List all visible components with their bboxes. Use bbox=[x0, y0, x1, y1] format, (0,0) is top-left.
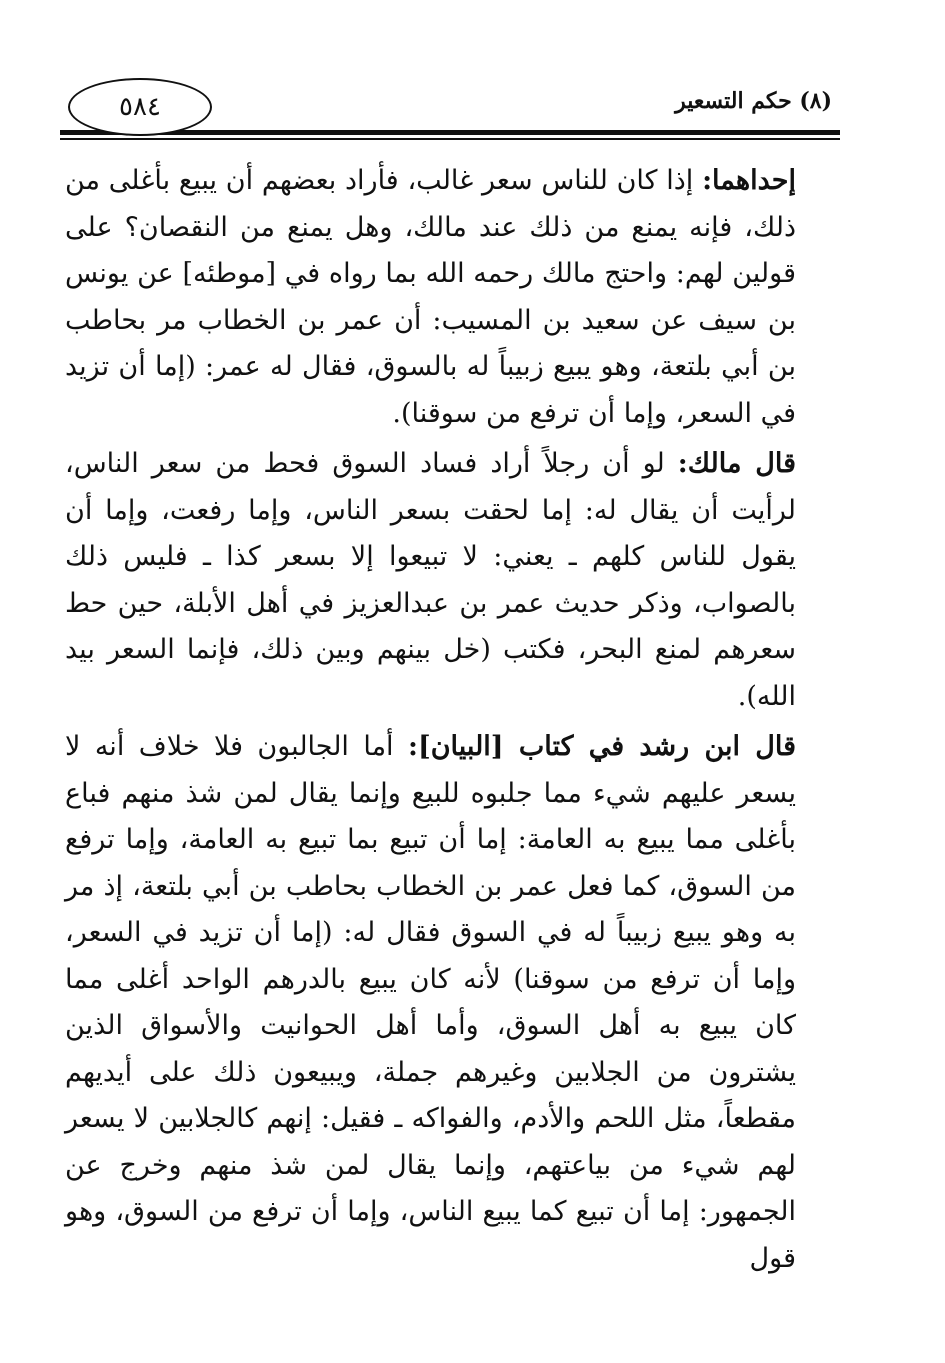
paragraph-text: إذا كان للناس سعر غالب، فأراد بعضهم أن يبيع بأغلى من ذلك، فإنه يمنع من ذلك عند مالك، وهل يمنع من النقصان؟ على قولين لهم: واحتج مالك رحمه الله بما رواه في [موطئه] عن يونس بن سيف عن سعيد بن المسيب: أن عمر بن الخطاب مر بحاطب بن أبي بلتعة، وهو يبيع زبيباً له بالسوق، فقال له عمر: (إما أن تزيد في السعر، وإما أن ترفع من سوقنا). bbox=[65, 165, 796, 429]
running-title: (٨) حكم التسعير bbox=[675, 88, 832, 114]
paragraph-text: أما الجالبون فلا خلاف أنه لا يسعر عليهم شيء مما جلبوه للبيع وإنما يقال لمن شذ منهم فباع بأغلى مما يبيع به العامة: إما أن تبيع بما تبيع به العامة، وإما ترفع من السوق، كما فعل عمر بن الخطاب بحاطب بن أبي بلتعة، إذ مر به وهو يبيع زبيباً له في السوق فقال له: (إما أن تزيد في السعر، وإما أن ترفع من سوقنا) لأنه كان يبيع بالدرهم الواحد أغلى مما كان يبيع به أهل السوق، وأما أهل الحوانيت والأسواق الذين يشترون من الجلابين وغيرهم جملة، ويبيعون ذلك على أيديهم مقطعاً، مثل اللحم والأدم، والفواكه ـ فقيل: إنهم كالجلابين لا يسعر لهم شيء من بياعتهم، وإنما يقال لمن شذ منهم وخرج عن الجمهور: إما أن تبيع كما يبيع الناس، وإما أن ترفع من السوق، وهو قول bbox=[65, 731, 796, 1274]
paragraph-lead: قال ابن رشد في كتاب [البيان]: bbox=[407, 731, 797, 762]
paragraph-lead: قال مالك: bbox=[677, 448, 796, 479]
paragraph-text: لو أن رجلاً أراد فساد السوق فحط من سعر الناس، لرأيت أن يقال له: إما لحقت بسعر الناس، وإما رفعت، وإما أن يقول للناس كلهم ـ يعني: لا تبيعوا إلا بسعر كذا ـ فليس ذلك بالصواب، وذكر حديث عمر بن عبدالعزيز في أهل الأبلة، حين حط سعرهم لمنع البحر، فكتب (خل بينهم وبين ذلك، فإنما السعر بيد الله). bbox=[65, 448, 797, 712]
header-rule-thin bbox=[60, 138, 840, 140]
page-number: ٥٨٤ bbox=[68, 78, 212, 136]
paragraph-3 bbox=[65, 724, 840, 1282]
page-header bbox=[60, 72, 840, 152]
paragraph-2 bbox=[65, 441, 840, 720]
paragraph-1 bbox=[65, 158, 840, 437]
paragraph-lead: إحداهما: bbox=[702, 165, 796, 196]
page-body bbox=[65, 158, 840, 1286]
